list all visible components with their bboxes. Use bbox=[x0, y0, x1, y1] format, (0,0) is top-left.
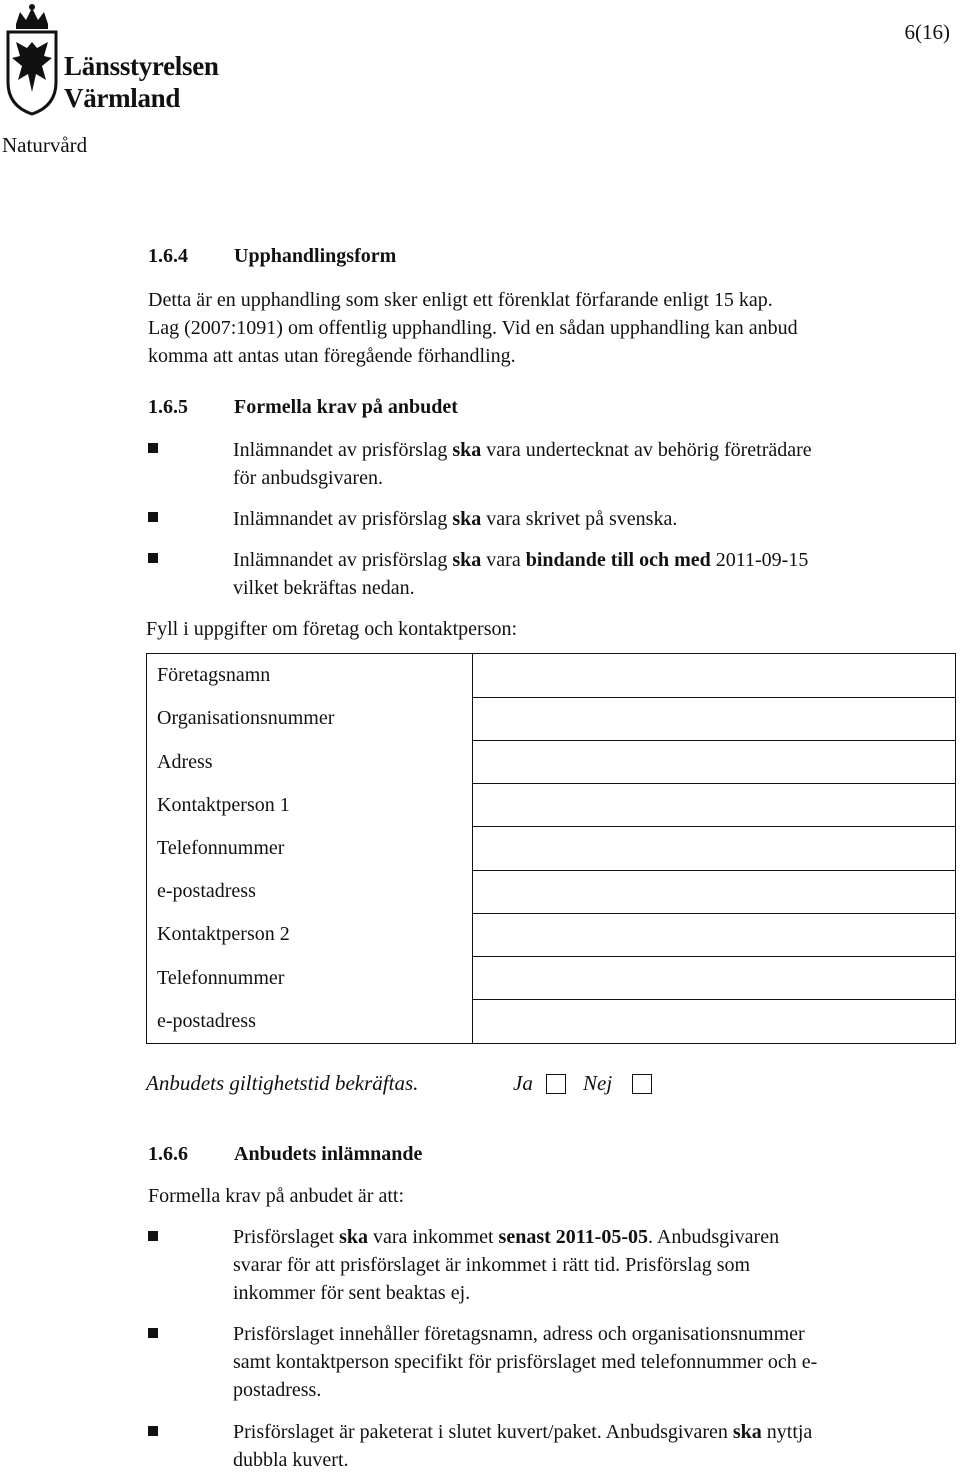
form-label: Kontaktperson 1 bbox=[147, 784, 473, 827]
list-item-text: vara skrivet på svenska. bbox=[481, 508, 678, 530]
yes-checkbox[interactable] bbox=[546, 1074, 566, 1094]
form-row bbox=[147, 913, 956, 956]
list-item-text: nyttja bbox=[761, 1421, 813, 1443]
section-title: Formella krav på anbudet bbox=[234, 396, 458, 418]
bullet-icon bbox=[148, 512, 158, 522]
list-item bbox=[0, 1320, 960, 1406]
list-item-text: inkommer för sent beaktas ej. bbox=[233, 1282, 471, 1304]
emphasis-text: ska bbox=[452, 508, 482, 530]
form-row bbox=[147, 827, 956, 870]
list-item-text: Inlämnandet av prisförslag bbox=[233, 439, 453, 461]
list-item bbox=[0, 505, 960, 535]
form-row bbox=[147, 740, 956, 783]
phone-2-field[interactable] bbox=[473, 957, 956, 1000]
form-label: Telefonnummer bbox=[147, 827, 473, 870]
section-heading-165 bbox=[148, 396, 458, 419]
organization-line2: Värmland bbox=[64, 83, 181, 113]
form-label: Organisationsnummer bbox=[147, 697, 473, 740]
list-item-text: samt kontaktperson specifikt för prisförslaget med telefonnummer och e- bbox=[233, 1351, 818, 1373]
validity-confirmation-text: Anbudets giltighetstid bekräftas. bbox=[146, 1071, 419, 1095]
list-item-text: vilket bekräftas nedan. bbox=[233, 577, 415, 599]
crown-eagle-emblem-icon bbox=[2, 2, 66, 117]
company-name-field[interactable] bbox=[473, 654, 956, 698]
list-item bbox=[0, 1418, 960, 1474]
list-item-text: för anbudsgivaren. bbox=[233, 467, 383, 489]
section-number: 1.6.5 bbox=[148, 396, 188, 418]
procurement-paragraph bbox=[148, 286, 798, 370]
emphasis-text: bindande till och med bbox=[525, 549, 711, 571]
paragraph-line: Detta är en upphandling som sker enligt ett förenklat förfarande enligt 15 kap. bbox=[148, 289, 773, 311]
list-item bbox=[0, 1223, 960, 1309]
form-label: Företagsnamn bbox=[147, 654, 473, 698]
list-item-text: Inlämnandet av prisförslag bbox=[233, 508, 453, 530]
company-contact-form bbox=[146, 653, 956, 1044]
emphasis-text: ska bbox=[452, 439, 482, 461]
bullet-icon bbox=[148, 1328, 158, 1338]
list-item-text: 2011-09-15 bbox=[710, 549, 809, 571]
list-item bbox=[0, 546, 960, 606]
form-label: e-postadress bbox=[147, 870, 473, 913]
list-item-text: Prisförslaget bbox=[233, 1226, 340, 1248]
bullet-icon bbox=[148, 1426, 158, 1436]
form-label: Kontaktperson 2 bbox=[147, 913, 473, 956]
section-title: Anbudets inlämnande bbox=[234, 1143, 423, 1165]
form-row bbox=[147, 1000, 956, 1044]
no-label: Nej bbox=[583, 1071, 613, 1095]
department-label: Naturvård bbox=[2, 133, 88, 157]
form-row bbox=[147, 957, 956, 1000]
organization-line1: Länsstyrelsen bbox=[64, 51, 219, 81]
paragraph-line: Lag (2007:1091) om offentlig upphandling. Vid en sådan upphandling kan anbud bbox=[148, 317, 798, 339]
section-number: 1.6.6 bbox=[148, 1143, 188, 1165]
submission-intro: Formella krav på anbudet är att: bbox=[148, 1185, 405, 1207]
form-label: e-postadress bbox=[147, 1000, 473, 1044]
form-row bbox=[147, 870, 956, 913]
list-item-text: Inlämnandet av prisförslag bbox=[233, 549, 453, 571]
phone-1-field[interactable] bbox=[473, 827, 956, 870]
contact-person-1-field[interactable] bbox=[473, 784, 956, 827]
list-item-text: vara bbox=[481, 549, 526, 571]
section-number: 1.6.4 bbox=[148, 245, 188, 267]
email-1-field[interactable] bbox=[473, 870, 956, 913]
list-item-text: vara undertecknat av behörig företrädare bbox=[481, 439, 812, 461]
bullet-icon bbox=[148, 443, 158, 453]
list-item-text: dubbla kuvert. bbox=[233, 1449, 349, 1471]
list-item-text: Prisförslaget är paketerat i slutet kuvert/paket. Anbudsgivaren bbox=[233, 1421, 733, 1443]
paragraph-line: komma att antas utan föregående förhandling. bbox=[148, 345, 516, 367]
no-checkbox[interactable] bbox=[632, 1074, 652, 1094]
form-label: Adress bbox=[147, 740, 473, 783]
section-title: Upphandlingsform bbox=[234, 245, 397, 267]
form-label: Telefonnummer bbox=[147, 957, 473, 1000]
yes-label: Ja bbox=[513, 1071, 533, 1095]
form-row bbox=[147, 784, 956, 827]
emphasis-text: senast 2011-05-05 bbox=[498, 1226, 648, 1248]
form-row bbox=[147, 654, 956, 698]
email-2-field[interactable] bbox=[473, 1000, 956, 1044]
address-field[interactable] bbox=[473, 740, 956, 783]
contact-person-2-field[interactable] bbox=[473, 913, 956, 956]
list-item bbox=[0, 436, 960, 496]
list-item-text: vara inkommet bbox=[368, 1226, 499, 1248]
page-number: 6(16) bbox=[904, 20, 950, 44]
organization-name bbox=[64, 50, 219, 114]
list-item-text: svarar för att prisförslaget är inkommet i rätt tid. Prisförslag som bbox=[233, 1254, 751, 1276]
list-item-text: postadress. bbox=[233, 1379, 322, 1401]
form-row bbox=[147, 697, 956, 740]
section-heading-166 bbox=[148, 1143, 422, 1166]
section-heading-164 bbox=[148, 245, 396, 268]
bullet-icon bbox=[148, 553, 158, 563]
list-item-text: . Anbudsgivaren bbox=[647, 1226, 780, 1248]
list-item-text: Prisförslaget innehåller företagsnamn, adress och organisationsnummer bbox=[233, 1323, 805, 1345]
emphasis-text: ska bbox=[452, 549, 482, 571]
bullet-icon bbox=[148, 1231, 158, 1241]
org-number-field[interactable] bbox=[473, 697, 956, 740]
form-intro: Fyll i uppgifter om företag och kontaktperson: bbox=[146, 618, 518, 640]
emphasis-text: ska bbox=[339, 1226, 368, 1248]
emphasis-text: ska bbox=[732, 1421, 762, 1443]
